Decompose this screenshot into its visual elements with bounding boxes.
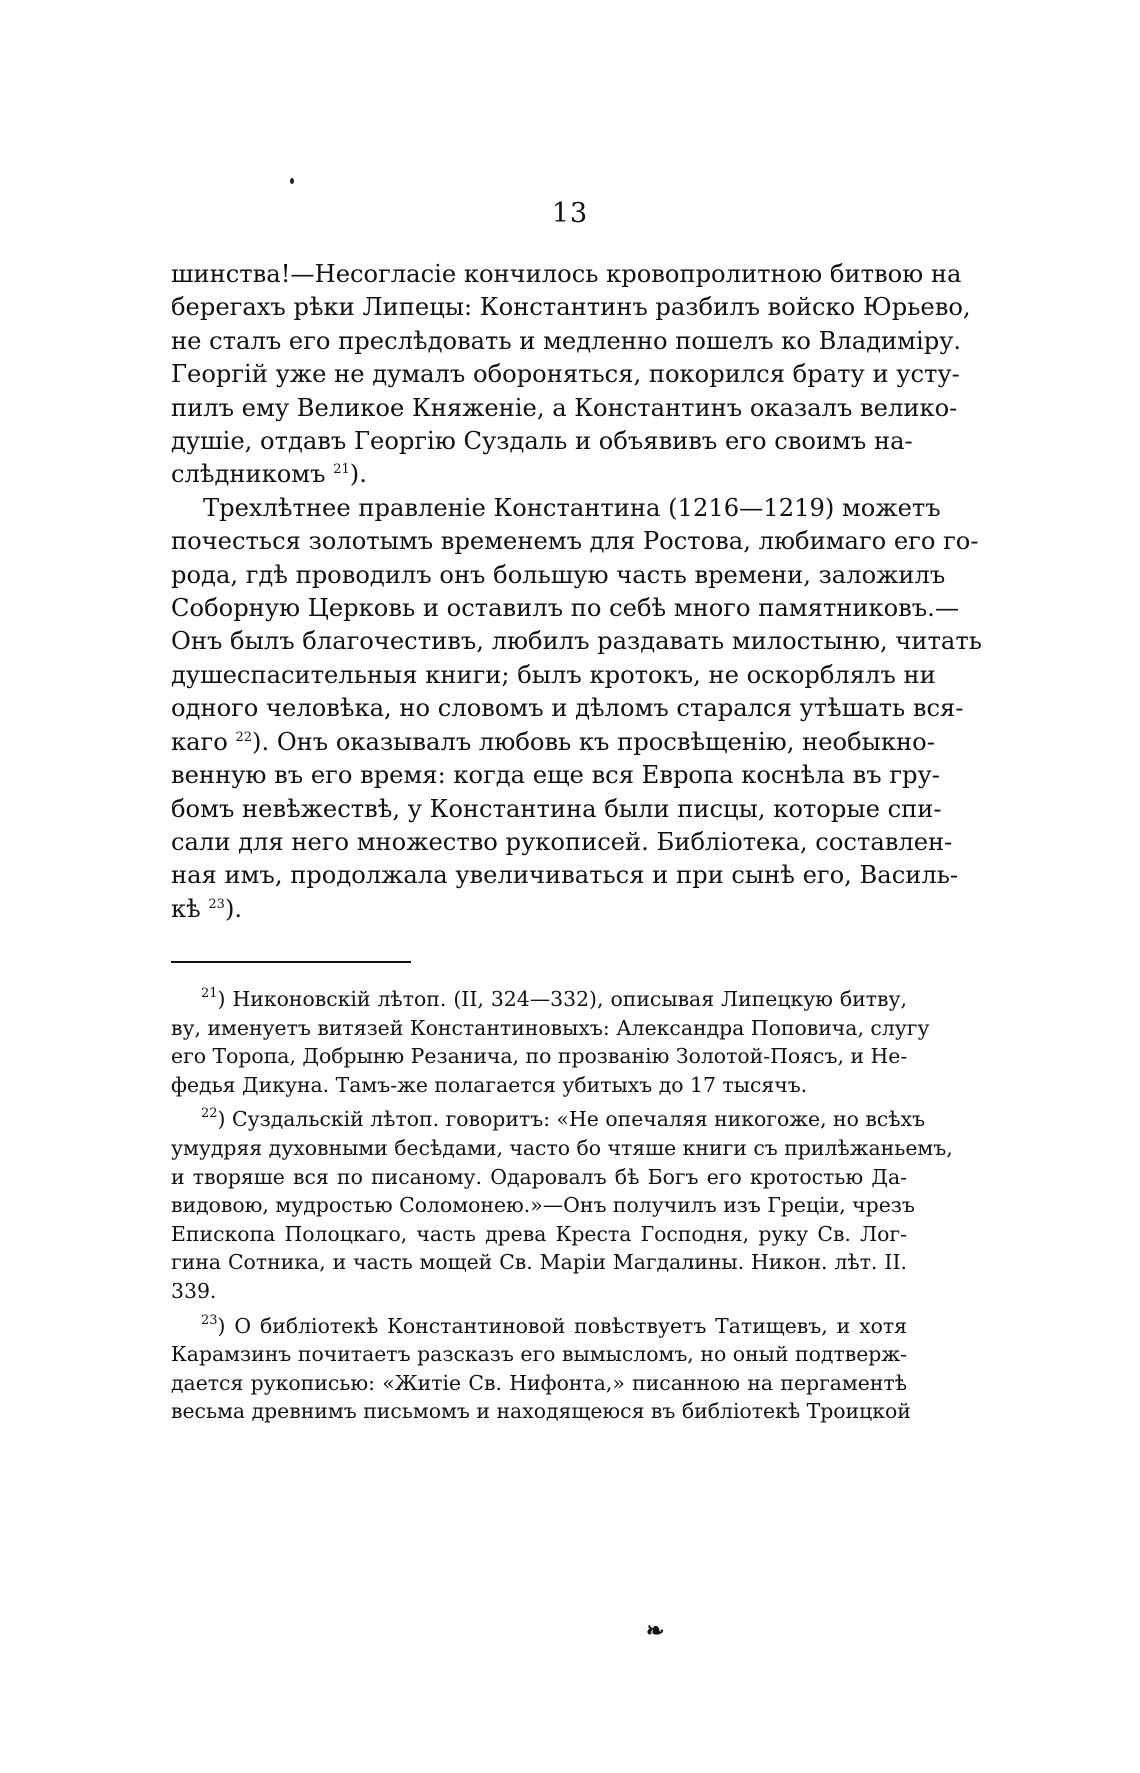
footnotes — [171, 985, 953, 1432]
text-line: душіе, отдавъ Георгію Суздаль и объявивъ его своимъ на- — [171, 427, 913, 456]
page-number: 13 — [551, 198, 589, 229]
footnote-line: его Торопа, Добрыню Резанича, по прозванію Золотой-Поясъ, и Не- — [171, 1044, 908, 1069]
footnote-line: $^{21}$) Никоновскій лѣтоп. (II, 324—332), описывая Липецкую битву, — [201, 986, 907, 1011]
footnote-line: гина Сотника, и часть мощей Св. Маріи Магдалины. Никон. лѣт. II. — [171, 1250, 907, 1275]
text-line: Георгій уже не думалъ обороняться, покорился брату и усту- — [171, 360, 960, 389]
footnote-line: федья Дикуна. Тамъ-же полагается убитыхъ до 17 тысячъ. — [171, 1072, 808, 1097]
text-line: Соборную Церковь и оставилъ по себѣ много памятниковъ.— — [171, 594, 960, 623]
text-line: каго $^{22}$). Онъ оказывалъ любовь къ просвѣщенію, необыкно- — [171, 727, 935, 756]
text-line: кѣ $^{23}$). — [171, 894, 243, 923]
paragraph-1 — [171, 258, 971, 492]
footnote-ref-21: 21 — [333, 462, 350, 478]
footnote-23 — [171, 1312, 911, 1426]
text-line: сали для него множество рукописей. Библіотека, составлен- — [171, 827, 953, 856]
text-line: почесться золотымъ временемъ для Ростова, любимаго его го- — [171, 527, 979, 556]
footnote-line: дается рукописью: «Житіе Св. Нифонта,» писанною на пергаментѣ — [171, 1370, 907, 1395]
footnote-marker: 23 — [201, 1312, 218, 1328]
footnote-22 — [171, 1105, 953, 1305]
text-line: Онъ былъ благочестивъ, любилъ раздавать милостыню, читать — [171, 627, 982, 656]
ink-speck — [290, 178, 294, 184]
footnote-line: $^{23}$) О библіотекѣ Константиновой повѣствуетъ Татищевъ, и хотя — [201, 1312, 907, 1338]
footnote-line: весьма древнимъ письмомъ и находящеюся въ библіотекѣ Троицкой — [171, 1399, 911, 1424]
text-line: бомъ невѣжествѣ, у Константина были писцы, которые спи- — [171, 794, 942, 823]
footnote-marker: 21 — [201, 986, 218, 1001]
printer-mark-icon: ❧ — [646, 1618, 665, 1644]
footnote-divider — [171, 961, 411, 963]
footnote-ref-22: 22 — [235, 729, 253, 745]
text-line: ная имъ, продолжала увеличиваться и при сынѣ его, Василь- — [171, 861, 959, 890]
footnote-line: ву, именуетъ витязей Константиновыхъ: Александра Поповича, слугу — [171, 1015, 930, 1040]
footnote-line: и творяше вся по писаному. Одаровалъ бѣ Богъ его кротостью Да- — [171, 1164, 907, 1189]
footnote-marker: 22 — [201, 1106, 218, 1122]
footnote-line: видовою, мудростью Соломонею.»—Онъ получилъ изъ Греціи, чрезъ — [171, 1193, 915, 1218]
text-line: одного человѣка, но словомъ и дѣломъ старался утѣшать вся- — [171, 694, 964, 723]
text-line: пилъ ему Великое Княженіе, а Константинъ оказалъ велико- — [171, 393, 958, 422]
text-line: Трехлѣтнее правленіе Константина (1216—1219) можетъ — [203, 493, 941, 522]
main-text — [171, 258, 982, 926]
paragraph-2 — [171, 492, 982, 926]
text-line: венную въ его время: когда еще вся Европа коснѣла въ гру- — [171, 761, 940, 790]
footnote-line: 339. — [171, 1278, 217, 1303]
footnote-21 — [171, 985, 930, 1099]
footnote-ref-23: 23 — [208, 896, 225, 912]
footnote-line: Епископа Полоцкаго, часть древа Креста Господня, руку Св. Лог- — [171, 1221, 907, 1246]
text-line: слѣдникомъ $^{21}$). — [171, 460, 367, 489]
text-line: душеспасительныя книги; былъ кротокъ, не оскорблялъ ни — [171, 660, 936, 689]
text-line: берегахъ рѣки Липецы: Константинъ разбилъ войско Юрьево, — [171, 293, 971, 322]
footnote-line: $^{22}$) Суздальскій лѣтоп. говоритъ: «Не опечаляя никогоже, но всѣхъ — [201, 1106, 926, 1132]
footnote-line: Карамзинъ почитаетъ разсказъ его вымысломъ, но оный подтверж- — [171, 1342, 907, 1367]
text-line: рода, гдѣ проводилъ онъ большую часть времени, заложилъ — [171, 560, 946, 589]
text-line: шинства!—Несогласіе кончилось кровопролитною битвою на — [171, 260, 962, 288]
footnote-line: умудряя духовными бесѣдами, часто бо чтяше книги съ прилѣжаньемъ, — [171, 1135, 953, 1160]
text-line: не сталъ его преслѣдовать и медленно пошелъ ко Владиміру. — [171, 326, 962, 355]
